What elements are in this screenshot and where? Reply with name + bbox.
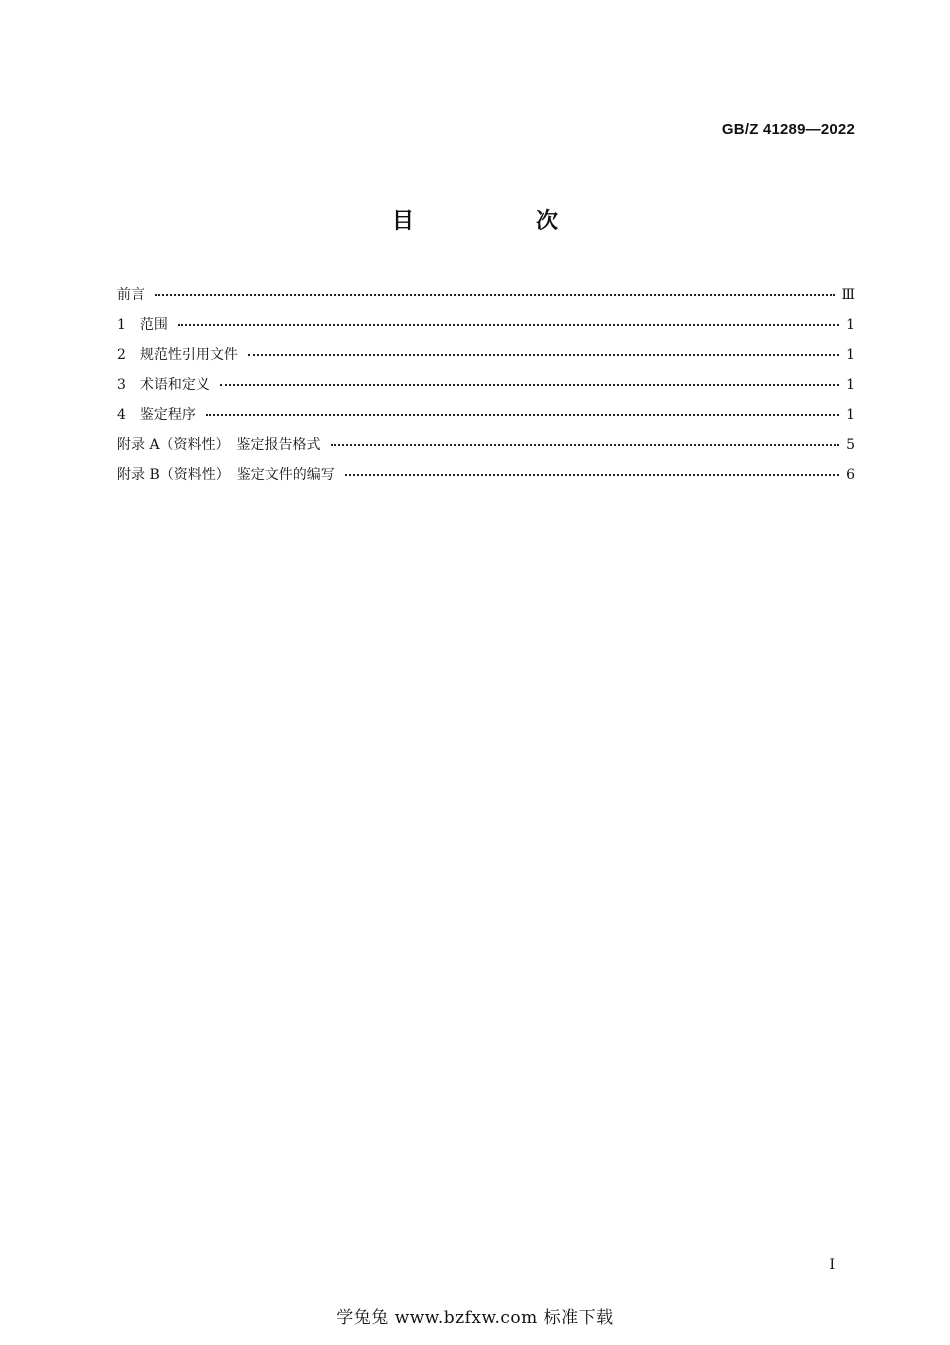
toc-entry-page: 5 bbox=[846, 437, 855, 453]
toc-entry-foreword[interactable] bbox=[117, 284, 855, 314]
toc-entry-page: 1 bbox=[846, 407, 855, 423]
watermark-text: 学兔兔 www.bzfxw.com 标准下载 bbox=[336, 1308, 614, 1328]
toc-dot-leader bbox=[220, 383, 839, 386]
toc-entry-page: Ⅲ bbox=[841, 287, 855, 303]
toc-dot-leader bbox=[331, 443, 839, 446]
toc-entry-label: 1 范围 bbox=[117, 317, 168, 333]
toc-dot-leader bbox=[178, 323, 839, 326]
toc-entry-terms-definitions[interactable] bbox=[117, 374, 855, 404]
page-title: 目 次 bbox=[391, 209, 608, 234]
toc-entry-label: 4 鉴定程序 bbox=[117, 407, 196, 423]
toc-dot-leader bbox=[206, 413, 839, 416]
toc-entry-page: 1 bbox=[846, 347, 855, 363]
toc-entry-label: 前言 bbox=[117, 287, 145, 303]
page-number: I bbox=[829, 1257, 835, 1273]
toc-entry-label: 2 规范性引用文件 bbox=[117, 347, 238, 363]
toc-entry-procedure[interactable] bbox=[117, 404, 855, 434]
toc-entry-annex-a[interactable] bbox=[117, 434, 855, 464]
standard-code: GB/Z 41289—2022 bbox=[721, 121, 855, 138]
toc-entry-label: 附录 B（资料性） 鉴定文件的编写 bbox=[117, 467, 335, 483]
toc-dot-leader bbox=[248, 353, 839, 356]
toc-entry-annex-b[interactable] bbox=[117, 464, 855, 494]
toc-entry-scope[interactable] bbox=[117, 314, 855, 344]
toc-entry-page: 1 bbox=[846, 317, 855, 333]
toc-dot-leader bbox=[155, 293, 835, 296]
toc-entry-label: 附录 A（资料性） 鉴定报告格式 bbox=[117, 437, 321, 453]
toc-entry-page: 1 bbox=[846, 377, 855, 393]
toc-entry-normative-references[interactable] bbox=[117, 344, 855, 374]
table-of-contents bbox=[117, 284, 855, 494]
toc-entry-page: 6 bbox=[846, 467, 855, 483]
toc-entry-label: 3 术语和定义 bbox=[117, 377, 210, 393]
toc-dot-leader bbox=[345, 473, 839, 476]
